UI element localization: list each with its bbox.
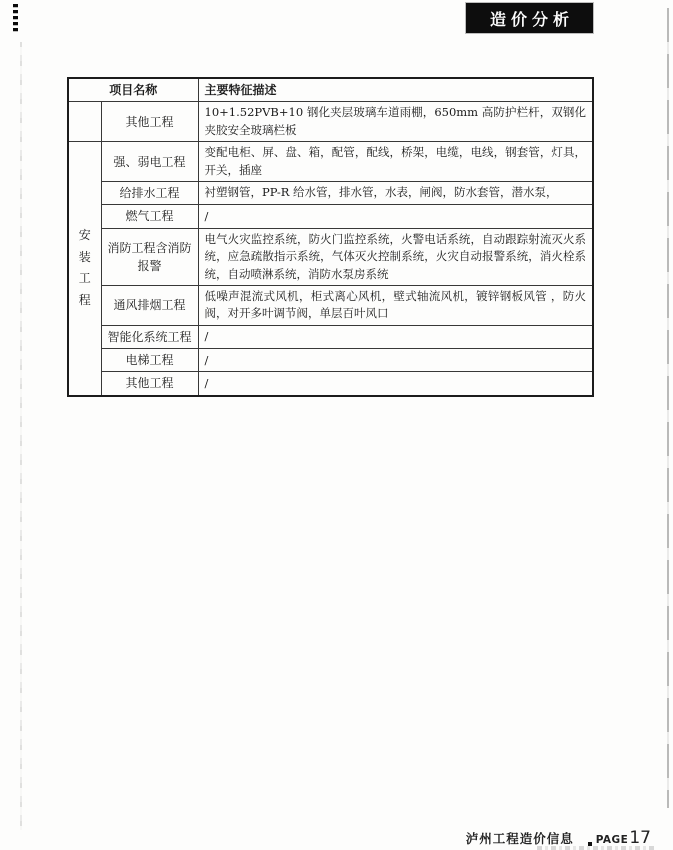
table-row [68, 102, 593, 142]
feature-desc-cell: / [198, 349, 593, 372]
project-name-cell: 强、弱电工程 [101, 142, 198, 182]
table-header-row [68, 78, 593, 102]
footer-page-number: 17 [629, 828, 651, 848]
scan-artifact-left-edge [20, 42, 22, 830]
scan-artifact-right-edge [667, 8, 669, 808]
project-name-cell: 燃气工程 [101, 205, 198, 228]
feature-desc-cell: 10+1.52PVB+10 钢化夹层玻璃车道雨棚，650mm 高防护栏杆，双钢化夹胶安全玻璃栏板 [198, 102, 593, 142]
feature-desc-cell: 变配电柜、屏、盘、箱，配管，配线，桥架，电缆，电线，钢套管，灯具，开关，插座 [198, 142, 593, 182]
project-name-cell: 其他工程 [101, 102, 198, 142]
table-row [68, 142, 593, 182]
category-cell-empty [68, 102, 101, 142]
table-row [68, 228, 593, 285]
project-name-cell: 消防工程含消防报警 [101, 228, 198, 285]
footer-fine-print-artifact [537, 846, 655, 850]
feature-desc-cell: 衬塑钢管，PP-R 给水管，排水管，水表，闸阀，防水套管，潜水泵， [198, 182, 593, 205]
project-name-cell: 智能化系统工程 [101, 325, 198, 348]
table-row [68, 205, 593, 228]
feature-table-wrap [67, 77, 594, 397]
category-cell-installation: 安装工程 [68, 142, 101, 396]
table-row [68, 349, 593, 372]
project-name-cell: 其他工程 [101, 372, 198, 396]
table-row [68, 182, 593, 205]
feature-desc-cell: / [198, 325, 593, 348]
feature-desc-cell: 电气火灾监控系统，防火门监控系统，火警电话系统，自动跟踪射流灭火系统，应急疏散指示系统，气体灭火控制系统，火灾自动报警系统，消火栓系统，自动喷淋系统，消防水泵房系统 [198, 228, 593, 285]
project-name-cell: 给排水工程 [101, 182, 198, 205]
table-row [68, 285, 593, 325]
footer-journal-title: 泸州工程造价信息 [465, 831, 574, 846]
banner-title: 造价分析 [489, 9, 574, 29]
table-row [68, 372, 593, 396]
footer [466, 828, 651, 848]
table-row [68, 325, 593, 348]
col-header-project-name: 项目名称 [68, 78, 198, 102]
cost-analysis-banner [466, 3, 593, 33]
footer-page-label: PAGE [595, 834, 629, 846]
feature-table [67, 77, 594, 397]
project-name-cell: 电梯工程 [101, 349, 198, 372]
feature-desc-cell: / [198, 205, 593, 228]
project-name-cell: 通风排烟工程 [101, 285, 198, 325]
scan-artifact-topleft-mark [13, 4, 18, 34]
feature-desc-cell: / [198, 372, 593, 396]
feature-desc-cell: 低噪声混流式风机，柜式离心风机，壁式轴流风机，镀锌钢板风管 ，防火阀，对开多叶调节阀，单层百叶风口 [198, 285, 593, 325]
col-header-feature-desc: 主要特征描述 [198, 78, 593, 102]
